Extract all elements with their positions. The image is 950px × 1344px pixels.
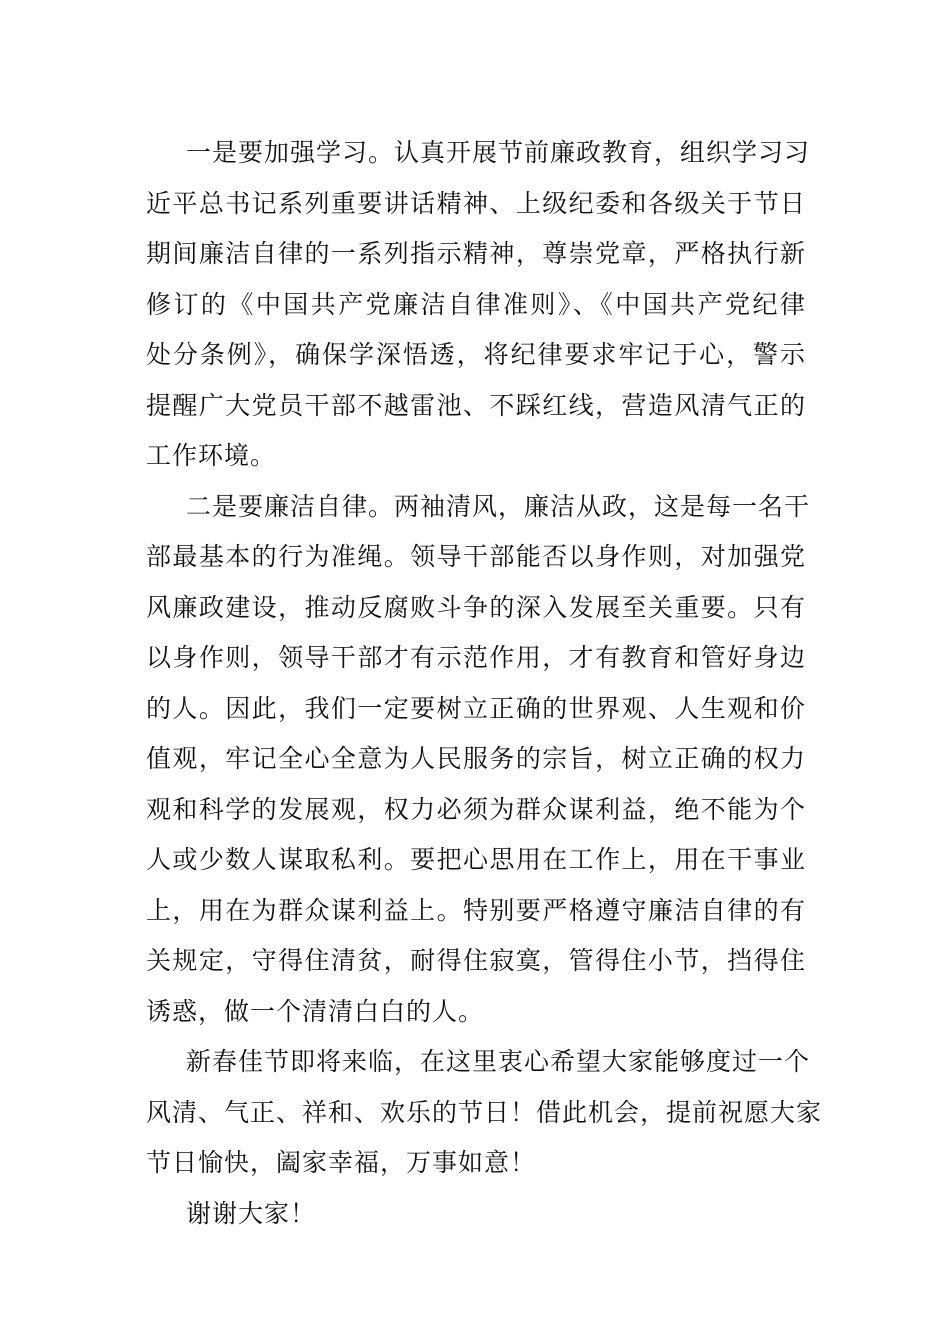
- text-line: 谢谢大家！: [186, 1198, 317, 1228]
- text-line: 工作环境。: [146, 441, 277, 470]
- paragraph-study: [146, 128, 811, 482]
- text-line: 处分条例》，确保学深悟透，将纪律要求牢记于心，警示: [146, 340, 806, 369]
- text-line: 人或少数人谋取私利。要把心思用在工作上，用在干事业: [146, 845, 806, 874]
- text-line: 的人。因此，我们一定要树立正确的世界观、人生观和价: [146, 693, 806, 723]
- text-line: 关规定，守得住清贫，耐得住寂寞，管得住小节，挡得住: [146, 946, 806, 975]
- text-line: 上，用在为群众谋利益上。特别要严格遵守廉洁自律的有: [146, 895, 806, 925]
- text-line: 风清、气正、祥和、欢乐的节日！借此机会，提前祝愿大家: [146, 1097, 823, 1127]
- text-line: 部最基本的行为准绳。领导干部能否以身作则，对加强党: [146, 542, 806, 571]
- text-line: 期间廉洁自律的一系列指示精神，尊崇党章，严格执行新: [146, 239, 806, 268]
- paragraph-festival-wishes: [146, 1037, 823, 1189]
- text-line: 诱惑，做一个清清白白的人。: [146, 996, 485, 1026]
- document-body: [146, 128, 823, 1239]
- text-line: 以身作则，领导干部才有示范作用，才有教育和管好身边: [146, 643, 806, 672]
- text-line: 观和科学的发展观，权力必须为群众谋利益，绝不能为个: [146, 794, 806, 824]
- text-line: 值观，牢记全心全意为人民服务的宗旨，树立正确的权力: [146, 744, 806, 773]
- text-line: 提醒广大党员干部不越雷池、不踩红线，营造风清气正的: [146, 390, 806, 420]
- text-line: 近平总书记系列重要讲话精神、上级纪委和各级关于节日: [146, 188, 806, 218]
- paragraph-thanks: [146, 1189, 806, 1240]
- text-line: 节日愉快，阖家幸福，万事如意！: [146, 1148, 537, 1177]
- text-line: 修订的《中国共产党廉洁自律准则》、《中国共产党纪律: [146, 289, 806, 319]
- text-line: 一是要加强学习。认真开展节前廉政教育，组织学习习: [186, 138, 811, 167]
- text-line: 二是要廉洁自律。两袖清风，廉洁从政，这是每一名干: [186, 491, 811, 521]
- paragraph-self-discipline: [146, 482, 811, 1038]
- text-line: 新春佳节即将来临，在这里衷心希望大家能够度过一个: [186, 1047, 811, 1076]
- text-line: 风廉政建设，推动反腐败斗争的深入发展至关重要。只有: [146, 592, 806, 622]
